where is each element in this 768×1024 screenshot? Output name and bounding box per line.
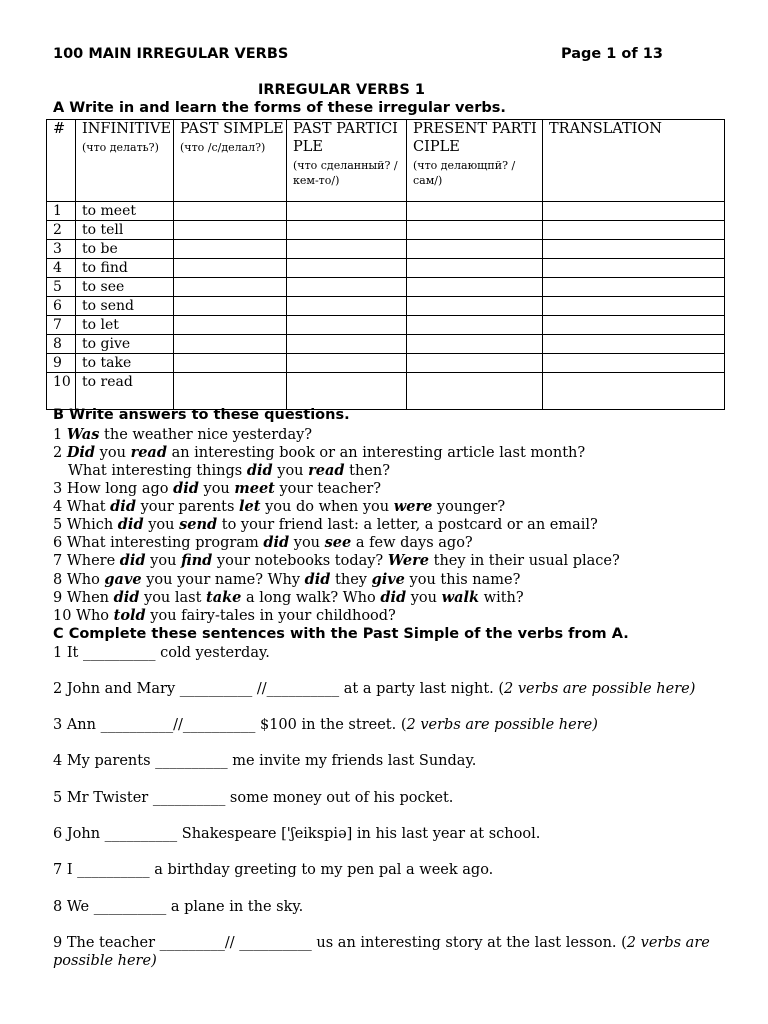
row-translation-cell[interactable] xyxy=(543,202,725,221)
row-translation-cell[interactable] xyxy=(543,278,725,297)
emphasized-verb: did xyxy=(113,589,140,606)
sentence-line xyxy=(53,934,725,970)
sentence-line xyxy=(53,680,695,698)
sentence-note: 2 verbs are possible here) xyxy=(53,935,710,969)
emphasized-verb: gave xyxy=(104,571,142,588)
row-past-simple-cell[interactable] xyxy=(174,202,287,221)
question-text: 6 What interesting program xyxy=(53,535,264,551)
row-infinitive: to find xyxy=(76,259,174,278)
section-a-heading: A Write in and learn the forms of these irregular verbs. xyxy=(53,100,506,116)
sentence-text: 5 Mr Twister __________ some money out of his pocket. xyxy=(53,790,454,806)
sentence-text: 9 The teacher _________// __________ us an interesting story at the last lesson. ( xyxy=(53,935,627,951)
row-past-simple-cell[interactable] xyxy=(174,297,287,316)
question-text: an interesting book or an interesting article last month? xyxy=(166,445,586,461)
row-number: 6 xyxy=(47,297,76,316)
sentence-line xyxy=(53,789,453,807)
question-line xyxy=(53,516,598,534)
row-number: 3 xyxy=(47,240,76,259)
row-translation-cell[interactable] xyxy=(543,221,725,240)
question-text: 7 Where xyxy=(53,553,120,569)
row-infinitive: to let xyxy=(76,316,174,335)
question-text: 10 Who xyxy=(53,608,114,624)
row-infinitive: to see xyxy=(76,278,174,297)
row-present-participle-cell[interactable] xyxy=(407,240,543,259)
row-infinitive: to read xyxy=(76,373,174,410)
row-translation-cell[interactable] xyxy=(543,259,725,278)
emphasized-verb: see xyxy=(324,534,352,551)
row-number: 2 xyxy=(47,221,76,240)
row-number: 8 xyxy=(47,335,76,354)
row-past-simple-cell[interactable] xyxy=(174,259,287,278)
row-past-participle-cell[interactable] xyxy=(287,373,407,410)
question-line xyxy=(53,552,620,570)
row-present-participle-cell[interactable] xyxy=(407,202,543,221)
question-text: they in their usual place? xyxy=(429,553,620,569)
col-header-past-participle: PAST PARTICIPLE (что сделанный? /кем-то/) xyxy=(287,120,407,202)
question-line xyxy=(53,571,520,589)
question-text: 5 Which xyxy=(53,517,118,533)
table-row xyxy=(47,335,725,354)
row-translation-cell[interactable] xyxy=(543,297,725,316)
emphasized-verb: did xyxy=(304,571,331,588)
sentence-line xyxy=(53,752,476,770)
col-header-infinitive: INFINITIVE (что делать?) xyxy=(76,120,174,202)
table-row xyxy=(47,354,725,373)
row-present-participle-cell[interactable] xyxy=(407,354,543,373)
question-text: younger? xyxy=(432,499,506,515)
row-present-participle-cell[interactable] xyxy=(407,316,543,335)
question-text: 8 Who xyxy=(53,572,105,588)
row-translation-cell[interactable] xyxy=(543,373,725,410)
question-text: you xyxy=(406,590,442,606)
question-text: the weather nice yesterday? xyxy=(99,427,313,443)
col-header-translation: TRANSLATION xyxy=(543,120,725,202)
row-past-simple-cell[interactable] xyxy=(174,373,287,410)
question-text: you your name? Why xyxy=(141,572,305,588)
sentence-line xyxy=(53,644,270,662)
emphasized-verb: take xyxy=(206,589,242,606)
question-text: your parents xyxy=(135,499,240,515)
row-past-simple-cell[interactable] xyxy=(174,240,287,259)
emphasized-verb: let xyxy=(239,498,261,515)
row-past-participle-cell[interactable] xyxy=(287,335,407,354)
question-line xyxy=(53,426,312,444)
emphasized-verb: Did xyxy=(66,444,96,461)
question-text: you xyxy=(289,535,325,551)
row-present-participle-cell[interactable] xyxy=(407,335,543,354)
emphasized-verb: send xyxy=(179,516,218,533)
row-present-participle-cell[interactable] xyxy=(407,373,543,410)
page-title: IRREGULAR VERBS 1 xyxy=(258,82,425,98)
table-row xyxy=(47,316,725,335)
row-past-simple-cell[interactable] xyxy=(174,316,287,335)
row-number: 9 xyxy=(47,354,76,373)
emphasized-verb: did xyxy=(246,462,273,479)
row-translation-cell[interactable] xyxy=(543,240,725,259)
question-text: you xyxy=(198,481,235,497)
row-past-simple-cell[interactable] xyxy=(174,278,287,297)
sentence-text: 2 John and Mary __________ //__________ at a party last night. ( xyxy=(53,681,505,697)
emphasized-verb: read xyxy=(308,462,345,479)
section-b-heading: B Write answers to these questions. xyxy=(53,407,350,423)
emphasized-verb: did xyxy=(263,534,290,551)
row-past-participle-cell[interactable] xyxy=(287,354,407,373)
row-past-simple-cell[interactable] xyxy=(174,354,287,373)
sentence-text: 7 I __________ a birthday greeting to my pen pal a week ago. xyxy=(53,862,494,878)
emphasized-verb: Was xyxy=(66,426,100,443)
row-infinitive: to tell xyxy=(76,221,174,240)
question-text: you fairy-tales in your childhood? xyxy=(145,608,396,624)
table-row xyxy=(47,278,725,297)
question-text: you xyxy=(143,517,180,533)
question-text: you xyxy=(272,463,309,479)
table-row xyxy=(47,202,725,221)
question-text: you do when you xyxy=(260,499,394,515)
sentence-text: 8 We __________ a plane in the sky. xyxy=(53,899,304,915)
col-header-past-simple: PAST SIMPLE (что /с/делал?) xyxy=(174,120,287,202)
sentence-line xyxy=(53,898,303,916)
question-text: 9 When xyxy=(53,590,114,606)
row-number: 1 xyxy=(47,202,76,221)
row-infinitive: to take xyxy=(76,354,174,373)
question-text: your teacher? xyxy=(274,481,382,497)
table-row xyxy=(47,297,725,316)
question-line xyxy=(53,589,524,607)
sentence-text: 4 My parents __________ me invite my friends last Sunday. xyxy=(53,753,477,769)
row-present-participle-cell[interactable] xyxy=(407,221,543,240)
sentence-line xyxy=(53,861,493,879)
sentence-line xyxy=(53,716,598,734)
table-row xyxy=(47,259,725,278)
question-text: with? xyxy=(479,590,524,606)
row-past-participle-cell[interactable] xyxy=(287,259,407,278)
emphasized-verb: did xyxy=(119,552,146,569)
row-infinitive: to meet xyxy=(76,202,174,221)
emphasized-verb: meet xyxy=(234,480,275,497)
question-text: What interesting things xyxy=(68,463,247,479)
emphasized-verb: give xyxy=(371,571,405,588)
sentence-line xyxy=(53,825,540,843)
question-text: to your friend last: a letter, a postcard or an email? xyxy=(217,517,598,533)
page-number: Page 1 of 13 xyxy=(561,46,663,62)
question-text: you this name? xyxy=(404,572,521,588)
emphasized-verb: did xyxy=(380,589,407,606)
row-number: 7 xyxy=(47,316,76,335)
emphasized-verb: did xyxy=(117,516,144,533)
row-present-participle-cell[interactable] xyxy=(407,259,543,278)
question-text: you xyxy=(145,553,182,569)
emphasized-verb: were xyxy=(393,498,433,515)
sentence-note: 2 verbs are possible here) xyxy=(406,717,598,733)
table-header-row xyxy=(47,120,725,202)
table-row xyxy=(47,240,725,259)
emphasized-verb: did xyxy=(110,498,136,515)
verbs-table xyxy=(46,119,725,410)
question-line xyxy=(53,498,505,516)
question-text: your notebooks today? xyxy=(212,553,388,569)
question-line xyxy=(53,480,381,498)
question-text: then? xyxy=(344,463,390,479)
emphasized-verb: find xyxy=(181,552,213,569)
emphasized-verb: told xyxy=(113,607,146,624)
row-present-participle-cell[interactable] xyxy=(407,297,543,316)
sentence-note: 2 verbs are possible here) xyxy=(504,681,696,697)
row-past-participle-cell[interactable] xyxy=(287,278,407,297)
row-infinitive: to be xyxy=(76,240,174,259)
question-text: a long walk? Who xyxy=(241,590,381,606)
row-translation-cell[interactable] xyxy=(543,316,725,335)
row-past-participle-cell[interactable] xyxy=(287,297,407,316)
question-text: they xyxy=(330,572,372,588)
emphasized-verb: Were xyxy=(387,552,430,569)
question-text: 1 xyxy=(53,427,67,443)
emphasized-verb: did xyxy=(173,480,199,497)
question-text: 2 xyxy=(53,445,67,461)
sentence-text: 3 Ann __________//__________ $100 in the street. ( xyxy=(53,717,407,733)
row-number: 5 xyxy=(47,278,76,297)
row-translation-cell[interactable] xyxy=(543,354,725,373)
question-text: 4 What xyxy=(53,499,111,515)
row-past-simple-cell[interactable] xyxy=(174,221,287,240)
emphasized-verb: read xyxy=(130,444,167,461)
row-translation-cell[interactable] xyxy=(543,335,725,354)
row-number: 10 xyxy=(47,373,76,410)
question-text: you xyxy=(95,445,131,461)
section-c-heading: C Complete these sentences with the Past Simple of the verbs from A. xyxy=(53,626,629,642)
row-infinitive: to send xyxy=(76,297,174,316)
question-text: a few days ago? xyxy=(351,535,473,551)
question-line xyxy=(53,607,396,625)
row-past-participle-cell[interactable] xyxy=(287,240,407,259)
table-row xyxy=(47,373,725,410)
question-line xyxy=(53,462,390,480)
row-present-participle-cell[interactable] xyxy=(407,278,543,297)
row-past-participle-cell[interactable] xyxy=(287,221,407,240)
table-row xyxy=(47,221,725,240)
question-line xyxy=(53,534,473,552)
emphasized-verb: walk xyxy=(441,589,480,606)
sentence-text: 1 It __________ cold yesterday. xyxy=(53,645,270,661)
row-past-participle-cell[interactable] xyxy=(287,202,407,221)
row-number: 4 xyxy=(47,259,76,278)
question-text: 3 How long ago xyxy=(53,481,174,497)
question-text: you last xyxy=(139,590,207,606)
header-title: 100 MAIN IRREGULAR VERBS xyxy=(53,46,289,62)
row-past-simple-cell[interactable] xyxy=(174,335,287,354)
col-header-number: # xyxy=(47,120,76,202)
row-past-participle-cell[interactable] xyxy=(287,316,407,335)
row-infinitive: to give xyxy=(76,335,174,354)
sentence-text: 6 John __________ Shakespeare ['ʃeikspiə] in his last year at school. xyxy=(53,826,541,842)
col-header-present-participle: PRESENT PARTICIPLE (что делающпй? /сам/) xyxy=(407,120,543,202)
question-line xyxy=(53,444,585,462)
